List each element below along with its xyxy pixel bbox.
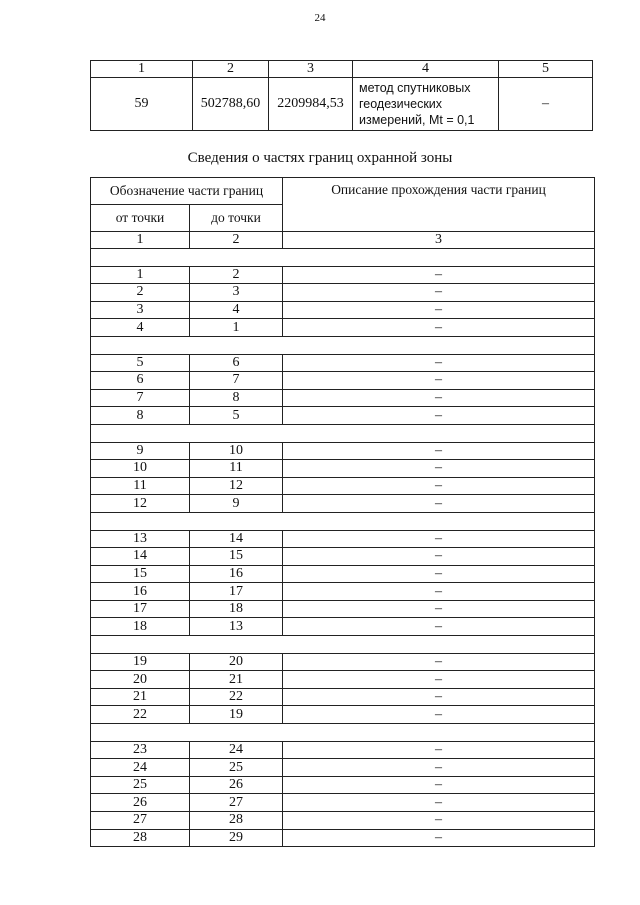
table-row: [91, 565, 595, 583]
description-cell: –: [283, 741, 595, 759]
boundary-parts-table: [90, 177, 595, 847]
description-cell: –: [283, 671, 595, 689]
point-number: 59: [91, 78, 193, 131]
to-point: 14: [190, 530, 283, 548]
coordinates-col-1: 1: [91, 61, 193, 78]
group-separator-row: [91, 249, 595, 267]
coordinates-col-4: 4: [353, 61, 499, 78]
group-separator-cell: [91, 424, 595, 442]
from-point: 4: [91, 319, 190, 337]
boundary-parts-body: [91, 178, 595, 847]
description-cell: –: [283, 583, 595, 601]
to-point: 2: [190, 266, 283, 284]
table-row: [91, 794, 595, 812]
description-cell: –: [283, 688, 595, 706]
from-point: 2: [91, 284, 190, 302]
description-cell: –: [283, 460, 595, 478]
table-row: [91, 460, 595, 478]
to-point: 20: [190, 653, 283, 671]
column-number: 3: [283, 232, 595, 249]
table-row: [91, 284, 595, 302]
to-point: 15: [190, 548, 283, 566]
to-point: 17: [190, 583, 283, 601]
to-point: 8: [190, 389, 283, 407]
description-cell: –: [283, 618, 595, 636]
to-point: 5: [190, 407, 283, 425]
table-row: [91, 706, 595, 724]
description-cell: –: [283, 530, 595, 548]
to-point: 25: [190, 759, 283, 777]
to-point: 10: [190, 442, 283, 460]
group-separator-cell: [91, 336, 595, 354]
table-row: [91, 372, 595, 390]
to-point: 22: [190, 688, 283, 706]
description-cell: –: [283, 565, 595, 583]
description-cell: –: [283, 759, 595, 777]
to-point: 18: [190, 600, 283, 618]
description-cell: –: [283, 812, 595, 830]
to-point: 19: [190, 706, 283, 724]
group-separator-row: [91, 724, 595, 742]
table-row: [91, 301, 595, 319]
description-cell: –: [283, 442, 595, 460]
from-point: 15: [91, 565, 190, 583]
page-number: 24: [314, 12, 326, 24]
column-number: 1: [91, 232, 190, 249]
table-row: [91, 829, 595, 847]
coordinate-x: 502788,60: [193, 78, 269, 131]
header-row-1: [91, 178, 595, 205]
from-point: 19: [91, 653, 190, 671]
group-separator-row: [91, 336, 595, 354]
to-point: 11: [190, 460, 283, 478]
table-row: [91, 407, 595, 425]
header-description: Описание прохождения части границ: [283, 178, 595, 232]
to-point: 24: [190, 741, 283, 759]
description-cell: –: [283, 548, 595, 566]
group-separator-cell: [91, 636, 595, 654]
table-row: [91, 319, 595, 337]
group-separator-cell: [91, 724, 595, 742]
header-to: до точки: [190, 205, 283, 232]
to-point: 4: [190, 301, 283, 319]
header-from: от точки: [91, 205, 190, 232]
table-row: [91, 354, 595, 372]
description-cell: –: [283, 495, 595, 513]
from-point: 1: [91, 266, 190, 284]
from-point: 11: [91, 477, 190, 495]
group-separator-row: [91, 424, 595, 442]
table-row: [91, 812, 595, 830]
to-point: 6: [190, 354, 283, 372]
table-row: [91, 495, 595, 513]
group-separator-cell: [91, 249, 595, 267]
measurement-method: [353, 78, 499, 131]
to-point: 1: [190, 319, 283, 337]
from-point: 23: [91, 741, 190, 759]
coordinates-header-row: [91, 61, 593, 78]
coordinates-table: [90, 60, 593, 131]
table-row: [91, 671, 595, 689]
section-title: Сведения о частях границ охранной зоны: [187, 150, 453, 166]
table-row: [91, 548, 595, 566]
from-point: 17: [91, 600, 190, 618]
coordinates-col-5: 5: [499, 61, 593, 78]
description-cell: –: [283, 653, 595, 671]
description-cell: –: [283, 706, 595, 724]
from-point: 21: [91, 688, 190, 706]
from-point: 7: [91, 389, 190, 407]
description-cell: –: [283, 354, 595, 372]
from-point: 28: [91, 829, 190, 847]
table-row: [91, 688, 595, 706]
table-row: [91, 389, 595, 407]
group-separator-cell: [91, 512, 595, 530]
from-point: 22: [91, 706, 190, 724]
from-point: 16: [91, 583, 190, 601]
to-point: 7: [190, 372, 283, 390]
table-row: [91, 776, 595, 794]
to-point: 3: [190, 284, 283, 302]
to-point: 16: [190, 565, 283, 583]
column-numbers-row: [91, 232, 595, 249]
from-point: 6: [91, 372, 190, 390]
table-row: [91, 477, 595, 495]
to-point: 26: [190, 776, 283, 794]
from-point: 5: [91, 354, 190, 372]
to-point: 9: [190, 495, 283, 513]
description-cell: –: [283, 477, 595, 495]
table-row: [91, 600, 595, 618]
description-cell: –: [283, 776, 595, 794]
from-point: 3: [91, 301, 190, 319]
from-point: 25: [91, 776, 190, 794]
to-point: 29: [190, 829, 283, 847]
method-line: измерений, Mt = 0,1: [359, 113, 475, 127]
column-number: 2: [190, 232, 283, 249]
from-point: 27: [91, 812, 190, 830]
description-cell: –: [283, 600, 595, 618]
from-point: 20: [91, 671, 190, 689]
table-row: [91, 266, 595, 284]
table-row: [91, 653, 595, 671]
description-cell: –: [283, 319, 595, 337]
group-separator-row: [91, 636, 595, 654]
group-separator-row: [91, 512, 595, 530]
to-point: 28: [190, 812, 283, 830]
method-line: метод спутниковых: [359, 81, 471, 95]
from-point: 9: [91, 442, 190, 460]
from-point: 10: [91, 460, 190, 478]
from-point: 14: [91, 548, 190, 566]
table-row: [91, 759, 595, 777]
table-row: [91, 618, 595, 636]
from-point: 18: [91, 618, 190, 636]
col5-value: –: [499, 78, 593, 131]
from-point: 26: [91, 794, 190, 812]
table-row: [91, 530, 595, 548]
to-point: 12: [190, 477, 283, 495]
method-line: геодезических: [359, 97, 443, 111]
description-cell: –: [283, 794, 595, 812]
table-row: [91, 583, 595, 601]
coordinate-y: 2209984,53: [269, 78, 353, 131]
description-cell: –: [283, 372, 595, 390]
coordinates-col-3: 3: [269, 61, 353, 78]
description-cell: –: [283, 284, 595, 302]
to-point: 13: [190, 618, 283, 636]
description-cell: –: [283, 266, 595, 284]
description-cell: –: [283, 407, 595, 425]
to-point: 27: [190, 794, 283, 812]
coordinates-col-2: 2: [193, 61, 269, 78]
description-cell: –: [283, 301, 595, 319]
header-group: Обозначение части границ: [91, 178, 283, 205]
table-row: [91, 741, 595, 759]
from-point: 8: [91, 407, 190, 425]
from-point: 13: [91, 530, 190, 548]
coordinates-row: [91, 78, 593, 131]
description-cell: –: [283, 389, 595, 407]
from-point: 24: [91, 759, 190, 777]
description-cell: –: [283, 829, 595, 847]
table-row: [91, 442, 595, 460]
from-point: 12: [91, 495, 190, 513]
to-point: 21: [190, 671, 283, 689]
